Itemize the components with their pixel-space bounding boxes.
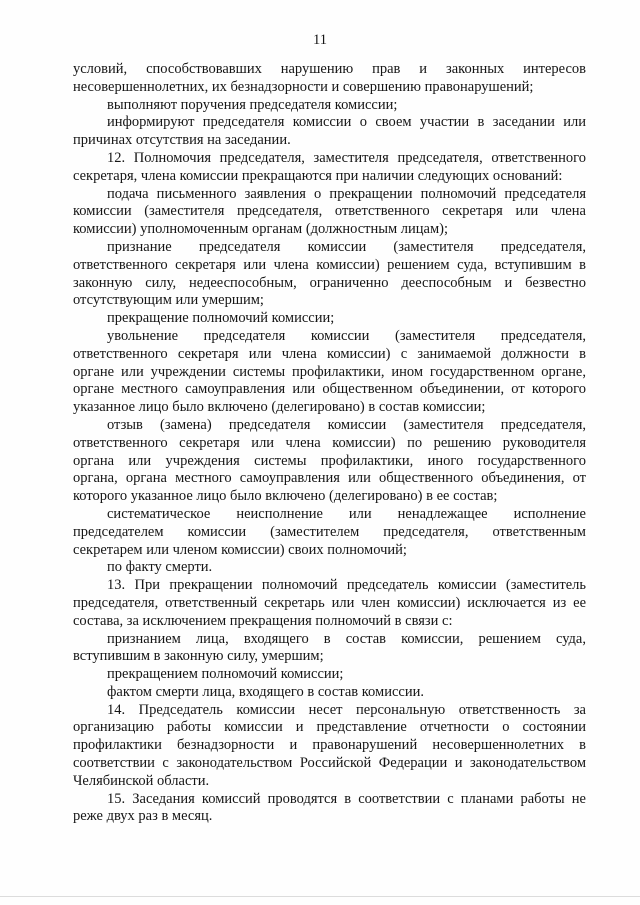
text-line: ответственного секретаря или члена комиссии) с занимаемой должности в	[73, 345, 586, 362]
list-item	[73, 684, 586, 702]
text-line: комиссии) уполномоченным органам (должностным лицам);	[73, 221, 449, 238]
list-item	[73, 186, 586, 239]
text-line: 12. Полномочия председателя, заместителя председателя, ответственного	[107, 149, 586, 166]
text-line: по факту смерти.	[107, 559, 213, 576]
list-item	[73, 114, 586, 150]
text-line: ответственного секретаря или члена комиссии) решением суда, вступившим в	[73, 256, 586, 273]
list-item	[73, 666, 586, 684]
text-line: вступившим в законную силу, умершим;	[73, 648, 324, 665]
text-line: 15. Заседания комиссий проводятся в соответствии с планами работы не	[107, 790, 586, 807]
text-line: органа, органа местного самоуправления или общественного объединения, от	[73, 470, 586, 487]
clause-13	[73, 577, 586, 630]
text-line: председателя, ответственный секретарь или член комиссии) исключается из ее	[73, 594, 586, 611]
list-item	[73, 631, 586, 667]
list-item	[73, 506, 586, 559]
clause-14	[73, 702, 586, 791]
text-line: председателем комиссии (заместителем председателя, ответственным	[73, 523, 586, 540]
text-line: условий, способствовавших нарушению прав и законных интересов	[73, 61, 586, 77]
clause-12	[73, 150, 586, 186]
text-line: реже двух раз в месяц.	[73, 808, 213, 825]
text-line: ответственного секретаря или члена комиссии) по решению руководителя	[73, 434, 586, 451]
text-line: причинах отсутствия на заседании.	[73, 132, 291, 149]
text-line: фактом смерти лица, входящего в состав комиссии.	[107, 683, 424, 700]
text-line: признанием лица, входящего в состав комиссии, решением суда,	[107, 630, 586, 647]
scan-edge-line	[0, 896, 640, 897]
text-line: отсутствующим или умершим;	[73, 292, 264, 309]
text-line: соответствии с законодательством Российской Федерации и законодательством	[73, 755, 586, 772]
text-line: указанное лицо было включено (делегировано) в состав комиссии;	[73, 399, 486, 416]
text-line: секретарем или членом комиссии) своих полномочий;	[73, 541, 407, 558]
text-line: которого указанное лицо было включено (делегировано) в ее состав;	[73, 488, 498, 505]
list-item	[73, 310, 586, 328]
text-line: органе местного самоуправления или общественном объединении, от которого	[73, 381, 586, 398]
list-item	[73, 97, 586, 115]
clause-15	[73, 791, 586, 827]
text-line: отзыв (замена) председателя комиссии (заместителя председателя,	[107, 416, 586, 433]
list-item	[73, 328, 586, 417]
text-line: законную силу, недееспособным, ограниченно дееспособным и безвестно	[73, 274, 586, 291]
text-line: 14. Председатель комиссии несет персональную ответственность за	[107, 701, 586, 718]
list-item	[73, 559, 586, 577]
text-line: органа или учреждения системы профилактики, иного государственного	[73, 452, 586, 469]
list-item	[73, 239, 586, 310]
list-item	[73, 417, 586, 506]
text-line: признание председателя комиссии (заместителя председателя,	[107, 238, 586, 255]
text-line: информируют председателя комиссии о своем участии в заседании или	[107, 114, 586, 131]
body-text	[73, 61, 586, 826]
paragraph-continuation	[73, 61, 586, 97]
text-line: профилактики безнадзорности и правонарушений несовершеннолетних в	[73, 737, 586, 754]
text-line: прекращение полномочий комиссии;	[107, 310, 335, 327]
text-line: органе или учреждении системы профилактики, ином государственном органе,	[73, 363, 586, 380]
text-line: выполняют поручения председателя комиссии;	[107, 96, 398, 113]
text-line: организацию работы комиссии и представление отчетности о состоянии	[73, 719, 586, 736]
text-line: Челябинской области.	[73, 772, 210, 789]
page-number: 11	[313, 32, 327, 48]
text-line: систематическое неисполнение или ненадлежащее исполнение	[107, 505, 586, 522]
text-line: несовершеннолетних, их безнадзорности и совершению правонарушений;	[73, 78, 534, 95]
text-line: прекращением полномочий комиссии;	[107, 666, 344, 683]
text-line: состава, за исключением прекращения полномочий в связи с:	[73, 612, 453, 629]
text-line: комиссии (заместителя председателя, ответственного секретаря или члена	[73, 203, 586, 220]
text-line: увольнение председателя комиссии (заместителя председателя,	[107, 327, 586, 344]
text-line: подача письменного заявления о прекращении полномочий председателя	[107, 185, 586, 202]
text-line: секретаря, члена комиссии прекращаются при наличии следующих оснований:	[73, 167, 563, 184]
text-line: 13. При прекращении полномочий председатель комиссии (заместитель	[107, 577, 586, 594]
